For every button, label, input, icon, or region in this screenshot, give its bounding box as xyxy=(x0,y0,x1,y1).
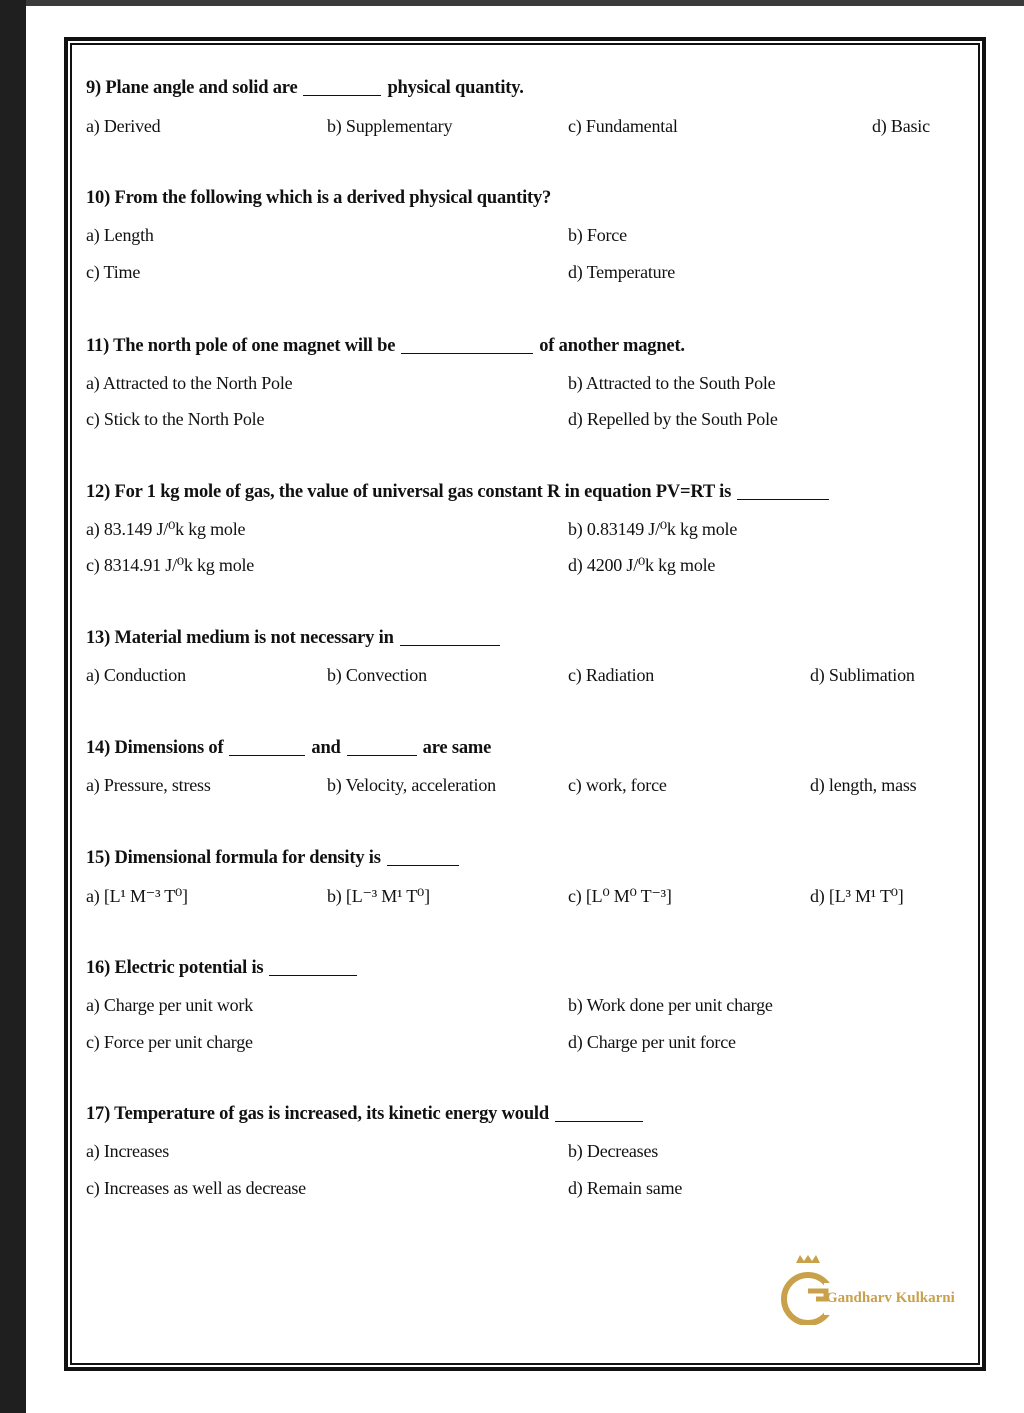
option-b: b) Work done per unit charge xyxy=(568,995,773,1015)
answer-blank xyxy=(555,1120,643,1122)
answer-blank xyxy=(737,498,829,500)
option-a: a) 83.149 J/⁰k kg mole xyxy=(86,519,246,539)
brand-logo-text: Gandharv Kulkarni xyxy=(826,1290,955,1306)
option-a: a) [L¹ M⁻³ T⁰] xyxy=(86,886,188,906)
option-a: a) Increases xyxy=(86,1141,170,1161)
answer-blank xyxy=(387,864,459,866)
option-d: d) length, mass xyxy=(810,775,917,795)
question-15: 15) Dimensional formula for density is xyxy=(86,848,465,869)
option-d: d) Charge per unit force xyxy=(568,1032,736,1052)
option-a: a) Derived xyxy=(86,116,161,136)
option-a: a) Charge per unit work xyxy=(86,995,254,1015)
option-c: c) Time xyxy=(86,262,141,282)
option-c: c) work, force xyxy=(568,775,667,795)
option-a: a) Attracted to the North Pole xyxy=(86,373,293,393)
option-b: b) Velocity, acceleration xyxy=(327,775,496,795)
option-d: d) [L³ M¹ T⁰] xyxy=(810,886,904,906)
option-b: b) [L⁻³ M¹ T⁰] xyxy=(327,886,430,906)
photo-edge-top xyxy=(0,0,1024,6)
photo-edge-left xyxy=(0,0,26,1413)
answer-blank xyxy=(400,644,500,646)
answer-blank xyxy=(229,754,305,756)
option-b: b) Convection xyxy=(327,665,427,685)
option-a: a) Conduction xyxy=(86,665,186,685)
answer-blank xyxy=(269,974,357,976)
option-c: c) Stick to the North Pole xyxy=(86,409,265,429)
option-d: d) Sublimation xyxy=(810,665,915,685)
question-12: 12) For 1 kg mole of gas, the value of universal gas constant R in equation PV=RT is xyxy=(86,482,835,503)
question-10: 10) From the following which is a derived physical quantity? xyxy=(86,188,552,208)
question-16: 16) Electric potential is xyxy=(86,958,363,979)
question-17: 17) Temperature of gas is increased, its kinetic energy would xyxy=(86,1104,649,1125)
option-c: c) Fundamental xyxy=(568,116,678,136)
question-13: 13) Material medium is not necessary in xyxy=(86,628,506,649)
option-b: b) 0.83149 J/⁰k kg mole xyxy=(568,519,738,539)
answer-blank xyxy=(347,754,417,756)
question-9: 9) Plane angle and solid are physical quantity. xyxy=(86,78,524,98)
option-d: d) Temperature xyxy=(568,262,676,282)
question-14: 14) Dimensions of and are same xyxy=(86,738,492,758)
option-c: c) Increases as well as decrease xyxy=(86,1178,306,1198)
option-d: d) Basic xyxy=(872,116,930,136)
option-c: c) Radiation xyxy=(568,665,655,685)
page-border-inner xyxy=(70,43,980,1365)
answer-blank xyxy=(303,94,381,96)
option-b: b) Force xyxy=(568,225,627,245)
option-c: c) [L⁰ M⁰ T⁻³] xyxy=(568,886,672,906)
option-d: d) Remain same xyxy=(568,1178,683,1198)
option-a: a) Length xyxy=(86,225,154,245)
option-d: d) Repelled by the South Pole xyxy=(568,409,778,429)
option-a: a) Pressure, stress xyxy=(86,775,211,795)
option-b: b) Supplementary xyxy=(327,116,453,136)
option-d: d) 4200 J/⁰k kg mole xyxy=(568,555,716,575)
question-11: 11) The north pole of one magnet will be of another magnet. xyxy=(86,336,685,356)
option-c: c) Force per unit charge xyxy=(86,1032,253,1052)
option-c: c) 8314.91 J/⁰k kg mole xyxy=(86,555,255,575)
answer-blank xyxy=(401,352,533,354)
option-b: b) Attracted to the South Pole xyxy=(568,373,776,393)
option-b: b) Decreases xyxy=(568,1141,659,1161)
